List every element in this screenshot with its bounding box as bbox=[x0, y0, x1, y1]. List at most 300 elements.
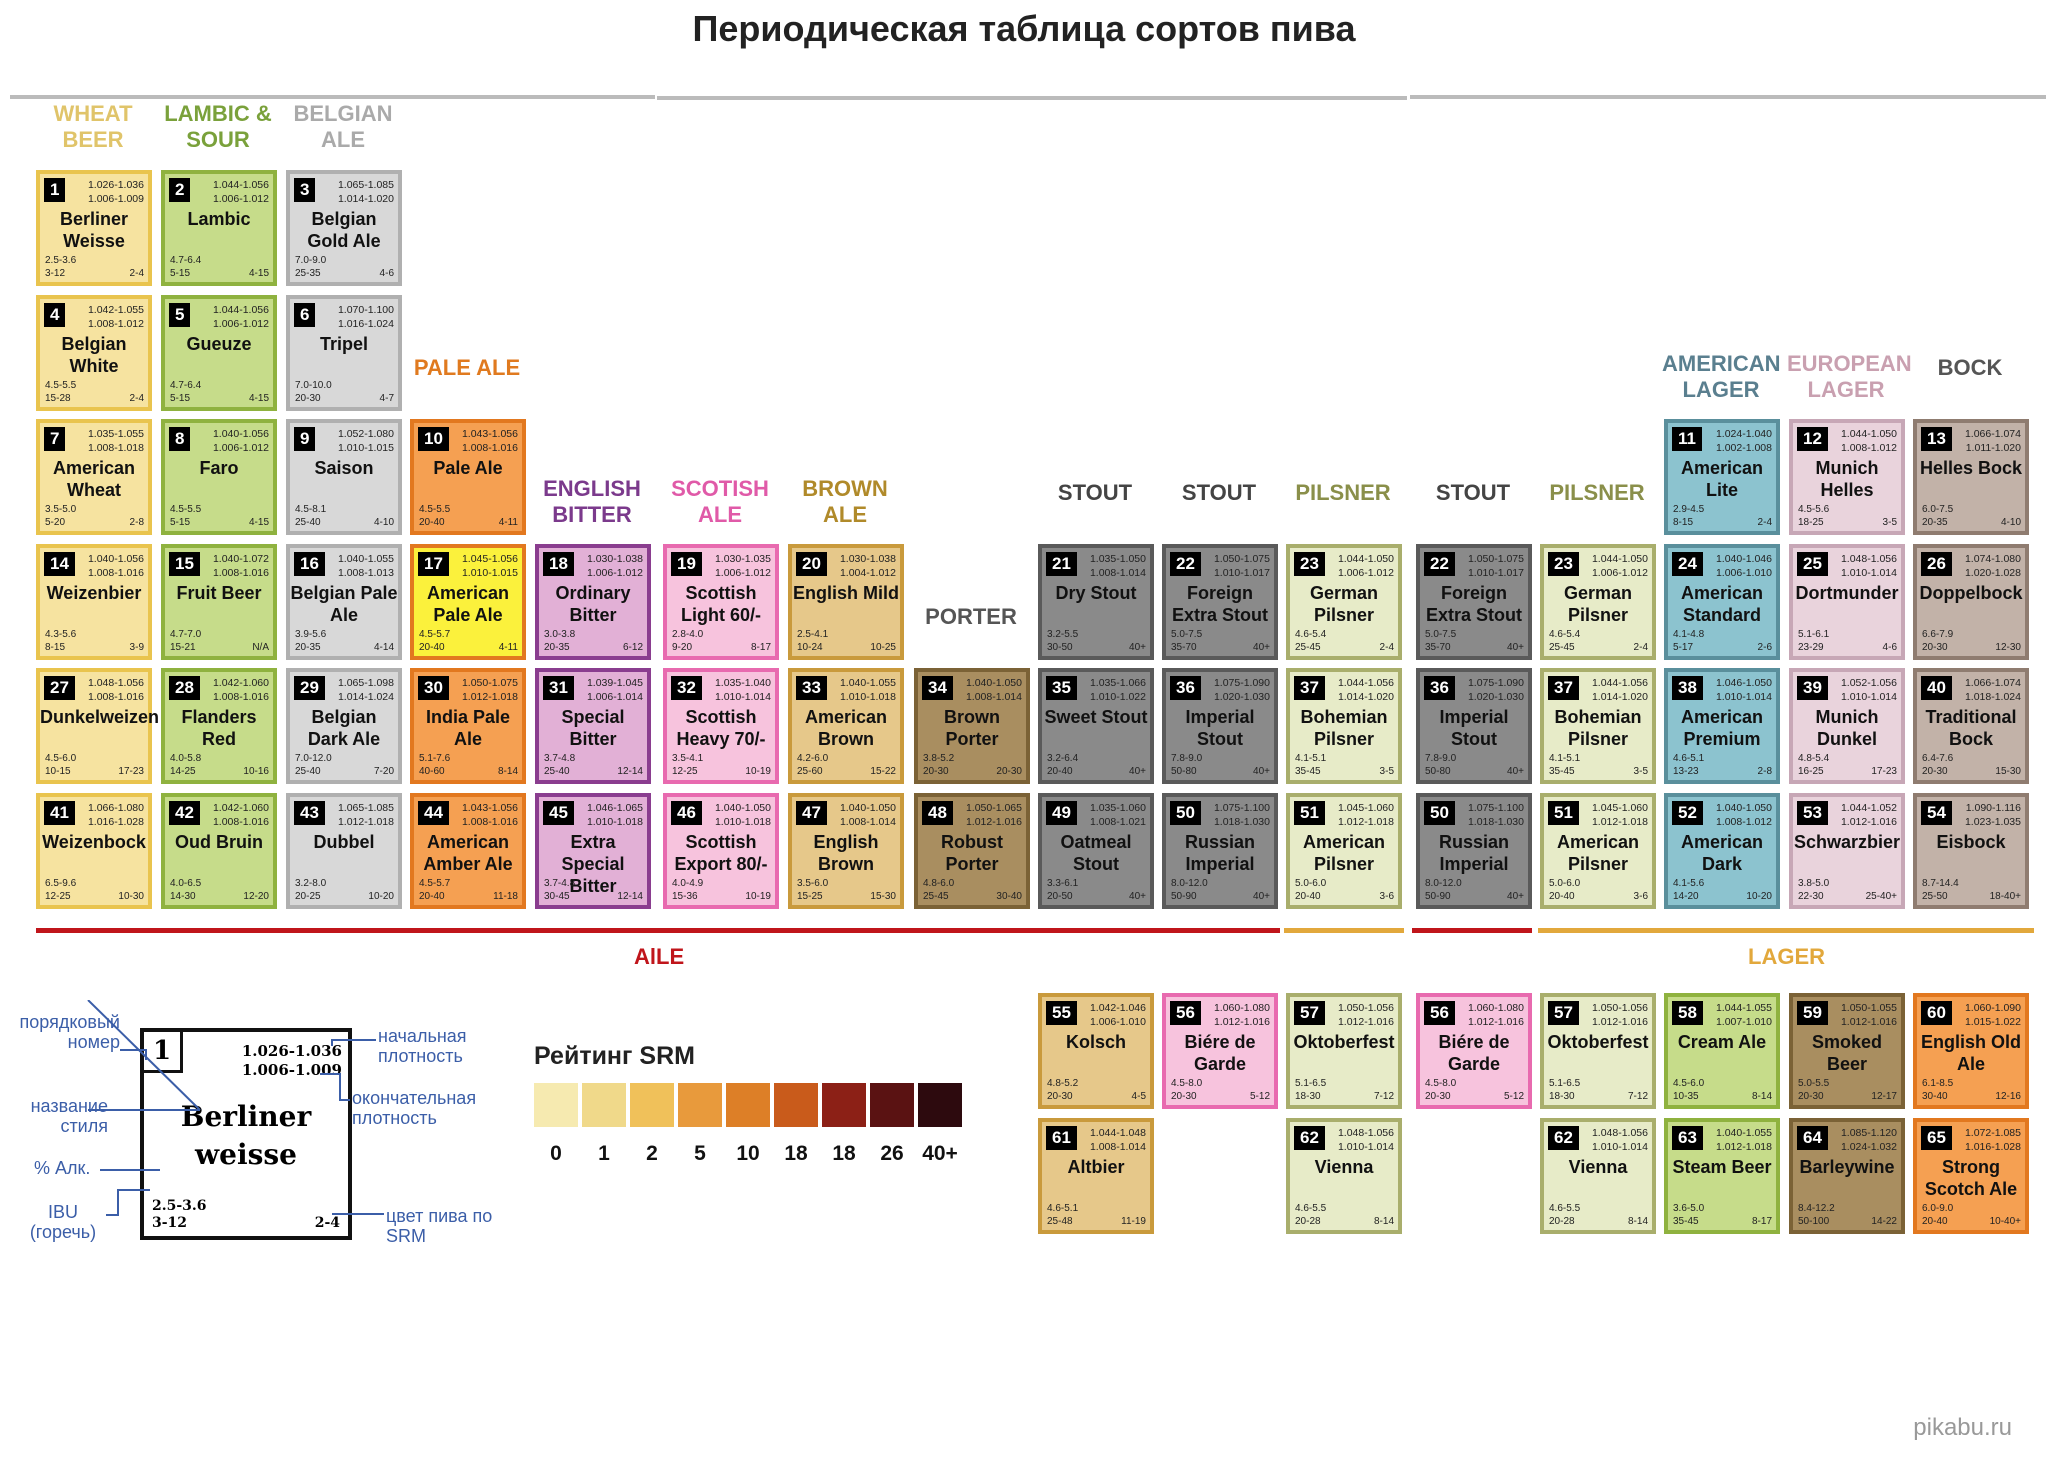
tile-number: 54 bbox=[1921, 801, 1952, 825]
beer-tile[interactable] bbox=[1789, 993, 1905, 1109]
final-gravity: 1.004-1.012 bbox=[839, 567, 896, 579]
final-gravity: 1.010-1.014 bbox=[1337, 1141, 1394, 1153]
ibu-bitterness: 20-40 bbox=[1047, 766, 1073, 777]
ibu-bitterness: 50-90 bbox=[1425, 891, 1451, 902]
tile-number: 46 bbox=[671, 801, 702, 825]
beer-tile[interactable] bbox=[1913, 544, 2029, 660]
alcohol-percent: 3.2-8.0 bbox=[295, 878, 327, 889]
style-name: Dunkelweizen bbox=[40, 707, 160, 727]
style-name: Weizenbock bbox=[42, 832, 146, 852]
original-gravity: 1.060-1.080 bbox=[1467, 1002, 1524, 1014]
beer-tile[interactable] bbox=[1789, 1118, 1905, 1234]
beer-tile[interactable] bbox=[535, 793, 651, 909]
srm-color: 7-12 bbox=[1627, 1091, 1648, 1102]
tile-number: 13 bbox=[1921, 427, 1952, 451]
srm-color: 4-11 bbox=[498, 642, 518, 653]
beer-tile[interactable] bbox=[1664, 419, 1780, 535]
style-name: Scottish Light 60/- bbox=[681, 583, 761, 625]
beer-tile[interactable] bbox=[1789, 419, 1905, 535]
original-gravity: 1.050-1.055 bbox=[1840, 1002, 1897, 1014]
alcohol-percent: 3.7-4.8 bbox=[544, 753, 576, 764]
alcohol-percent: 3.5-5.0 bbox=[45, 504, 77, 515]
srm-color: 40+ bbox=[1253, 642, 1270, 653]
category-header: EUROPEAN LAGER bbox=[1787, 351, 1912, 402]
beer-tile[interactable] bbox=[663, 793, 779, 909]
srm-color: 7-20 bbox=[373, 766, 394, 777]
beer-tile[interactable] bbox=[286, 170, 402, 286]
tile-number: 61 bbox=[1046, 1126, 1077, 1150]
alcohol-percent: 8.0-12.0 bbox=[1171, 878, 1208, 889]
style-name: Foreign Extra Stout bbox=[1425, 583, 1522, 625]
alcohol-percent: 3.5-4.1 bbox=[672, 753, 704, 764]
style-name: Oatmeal Stout bbox=[1060, 832, 1132, 874]
tile-number: 26 bbox=[1921, 552, 1952, 576]
alcohol-percent: 8.4-12.2 bbox=[1798, 1203, 1835, 1214]
style-name: Vienna bbox=[1568, 1157, 1628, 1177]
category-header: PORTER bbox=[925, 604, 1017, 629]
beer-tile[interactable] bbox=[161, 668, 277, 784]
ibu-bitterness: 30-45 bbox=[544, 891, 570, 902]
srm-swatch bbox=[534, 1083, 578, 1127]
original-gravity: 1.050-1.056 bbox=[1591, 1002, 1648, 1014]
alcohol-percent: 5.0-7.5 bbox=[1425, 629, 1457, 640]
tile-number: 10 bbox=[418, 427, 449, 451]
ibu-bitterness: 13-23 bbox=[1673, 766, 1699, 777]
final-gravity: 1.006-1.012 bbox=[586, 567, 643, 579]
srm-color: 40+ bbox=[1507, 891, 1524, 902]
tile-number: 2 bbox=[169, 178, 190, 202]
final-gravity: 1.008-1.014 bbox=[965, 691, 1022, 703]
original-gravity: 1.048-1.056 bbox=[1840, 553, 1897, 565]
beer-tile[interactable] bbox=[1416, 793, 1532, 909]
beer-tile[interactable] bbox=[1286, 793, 1402, 909]
srm-color: 15-22 bbox=[870, 766, 896, 777]
tile-number: 51 bbox=[1294, 801, 1325, 825]
beer-tile[interactable] bbox=[1038, 793, 1154, 909]
srm-color: 40+ bbox=[1253, 766, 1270, 777]
beer-tile[interactable] bbox=[1416, 993, 1532, 1109]
alcohol-percent: 4.7-6.4 bbox=[170, 255, 202, 266]
beer-tile[interactable] bbox=[36, 544, 152, 660]
tile-number: 22 bbox=[1170, 552, 1201, 576]
beer-tile[interactable] bbox=[161, 419, 277, 535]
srm-color: 12-14 bbox=[617, 766, 643, 777]
legend-annotation-number: порядковый номер bbox=[19, 1012, 120, 1052]
legend-srm: 2-4 bbox=[314, 1215, 340, 1231]
beer-tile[interactable] bbox=[1286, 1118, 1402, 1234]
tile-number: 14 bbox=[44, 552, 75, 576]
final-gravity: 1.008-1.018 bbox=[87, 442, 144, 454]
srm-swatch bbox=[678, 1083, 722, 1127]
beer-tile[interactable] bbox=[410, 419, 526, 535]
alcohol-percent: 6.6-7.9 bbox=[1922, 629, 1954, 640]
tile-number: 21 bbox=[1046, 552, 1077, 576]
final-gravity: 1.008-1.016 bbox=[461, 816, 518, 828]
beer-tile[interactable] bbox=[663, 668, 779, 784]
srm-color: 10-20 bbox=[368, 891, 394, 902]
category-header: ENGLISH BITTER bbox=[543, 476, 641, 527]
beer-tile[interactable] bbox=[286, 544, 402, 660]
legend-annotation-srm: цвет пива по SRM bbox=[386, 1206, 493, 1246]
alcohol-percent: 2.5-3.6 bbox=[45, 255, 77, 266]
srm-label: 26 bbox=[880, 1142, 904, 1165]
srm-color: 4-10 bbox=[373, 517, 394, 528]
beer-tile[interactable] bbox=[36, 419, 152, 535]
final-gravity: 1.012-1.016 bbox=[1591, 1016, 1648, 1028]
beer-tile[interactable] bbox=[286, 668, 402, 784]
final-gravity: 1.016-1.024 bbox=[337, 318, 394, 330]
srm-color: 10-20 bbox=[1746, 891, 1772, 902]
ibu-bitterness: 20-30 bbox=[923, 766, 949, 777]
final-gravity: 1.006-1.012 bbox=[1591, 567, 1648, 579]
ibu-bitterness: 20-35 bbox=[1922, 517, 1948, 528]
final-gravity: 1.008-1.014 bbox=[1089, 567, 1146, 579]
tile-number: 63 bbox=[1672, 1126, 1703, 1150]
original-gravity: 1.044-1.050 bbox=[1591, 553, 1648, 565]
beer-tile[interactable] bbox=[1789, 544, 1905, 660]
beer-tile[interactable] bbox=[286, 295, 402, 411]
alcohol-percent: 6.0-9.0 bbox=[1922, 1203, 1954, 1214]
beer-tile[interactable] bbox=[1540, 1118, 1656, 1234]
beer-tile[interactable] bbox=[535, 668, 651, 784]
style-name: Biére de Garde bbox=[1184, 1032, 1256, 1074]
beer-tile[interactable] bbox=[1038, 668, 1154, 784]
alcohol-percent: 4.5-6.0 bbox=[45, 753, 77, 764]
ibu-bitterness: 15-28 bbox=[45, 393, 71, 404]
ibu-bitterness: 25-40 bbox=[544, 766, 570, 777]
beer-tile[interactable] bbox=[788, 793, 904, 909]
beer-tile[interactable] bbox=[36, 793, 152, 909]
style-name: Bohemian Pilsner bbox=[1300, 707, 1388, 749]
alcohol-percent: 5.0-6.0 bbox=[1549, 878, 1581, 889]
srm-color: 25-40+ bbox=[1865, 891, 1897, 902]
style-name: Ordinary Bitter bbox=[555, 583, 631, 625]
final-gravity: 1.006-1.012 bbox=[212, 318, 269, 330]
header-rule bbox=[10, 95, 655, 99]
style-name: Scottish Export 80/- bbox=[674, 832, 768, 874]
original-gravity: 1.040-1.050 bbox=[965, 677, 1022, 689]
tile-number: 27 bbox=[44, 676, 75, 700]
beer-tile[interactable] bbox=[788, 544, 904, 660]
style-name: Tripel bbox=[319, 334, 368, 354]
beer-tile[interactable] bbox=[1789, 793, 1905, 909]
tile-number: 45 bbox=[543, 801, 574, 825]
beer-tile[interactable] bbox=[1664, 668, 1780, 784]
srm-color: 12-17 bbox=[1871, 1091, 1897, 1102]
alcohol-percent: 4.5-5.5 bbox=[419, 504, 451, 515]
alcohol-percent: 5.0-5.5 bbox=[1798, 1078, 1830, 1089]
final-gravity: 1.010-1.022 bbox=[1089, 691, 1146, 703]
tile-number: 42 bbox=[169, 801, 200, 825]
alcohol-percent: 7.8-9.0 bbox=[1171, 753, 1203, 764]
final-gravity: 1.010-1.014 bbox=[1840, 567, 1897, 579]
final-gravity: 1.010-1.017 bbox=[1213, 567, 1270, 579]
original-gravity: 1.066-1.080 bbox=[87, 802, 144, 814]
beer-tile[interactable] bbox=[410, 668, 526, 784]
style-name: Saison bbox=[314, 458, 374, 478]
legend-annotation-name: название стиля bbox=[30, 1096, 108, 1136]
beer-tile[interactable] bbox=[410, 544, 526, 660]
alcohol-percent: 4.1-5.1 bbox=[1549, 753, 1581, 764]
style-name: Smoked Beer bbox=[1811, 1032, 1883, 1074]
final-gravity: 1.008-1.014 bbox=[839, 816, 896, 828]
alcohol-percent: 4.7-7.0 bbox=[170, 629, 202, 640]
header-rule bbox=[657, 96, 1407, 100]
tile-number: 5 bbox=[169, 303, 190, 327]
srm-color: 40+ bbox=[1253, 891, 1270, 902]
srm-color: 17-23 bbox=[118, 766, 144, 777]
tile-number: 12 bbox=[1797, 427, 1828, 451]
srm-color: 2-4 bbox=[1633, 642, 1648, 653]
style-name: Schwarzbier bbox=[1793, 832, 1901, 852]
srm-color: 4-15 bbox=[248, 393, 269, 404]
alcohol-percent: 5.0-6.0 bbox=[1295, 878, 1327, 889]
ibu-bitterness: 35-45 bbox=[1549, 766, 1575, 777]
beer-tile[interactable] bbox=[1540, 793, 1656, 909]
tile-number: 25 bbox=[1797, 552, 1828, 576]
beer-tile[interactable] bbox=[1664, 544, 1780, 660]
original-gravity: 1.045-1.056 bbox=[461, 553, 518, 565]
beer-tile[interactable] bbox=[161, 793, 277, 909]
legend-abv: 2.5-3.6 bbox=[152, 1198, 207, 1214]
alcohol-percent: 3.8-5.0 bbox=[1798, 878, 1830, 889]
beer-tile[interactable] bbox=[36, 668, 160, 784]
ibu-bitterness: 8-15 bbox=[1673, 517, 1694, 528]
final-gravity: 1.008-1.012 bbox=[1840, 442, 1897, 454]
srm-label: 10 bbox=[736, 1142, 760, 1165]
ibu-bitterness: 14-20 bbox=[1673, 891, 1699, 902]
beer-tile[interactable] bbox=[1286, 668, 1402, 784]
beer-tile[interactable] bbox=[1540, 544, 1656, 660]
beer-tile[interactable] bbox=[535, 544, 651, 660]
beer-tile[interactable] bbox=[286, 419, 402, 535]
tile-number: 8 bbox=[169, 427, 190, 451]
final-gravity: 1.012-1.018 bbox=[1715, 1141, 1772, 1153]
tile-number: 50 bbox=[1424, 801, 1455, 825]
beer-tile[interactable] bbox=[1664, 993, 1780, 1109]
style-name: Vienna bbox=[1314, 1157, 1374, 1177]
srm-color: 4-7 bbox=[379, 393, 394, 404]
category-header: STOUT bbox=[1181, 480, 1257, 505]
final-gravity: 1.012-1.018 bbox=[461, 691, 518, 703]
pilsner-group-bar bbox=[1284, 928, 1404, 933]
tile-number: 57 bbox=[1548, 1001, 1579, 1025]
tile-number: 59 bbox=[1797, 1001, 1828, 1025]
ibu-bitterness: 20-30 bbox=[1922, 766, 1948, 777]
original-gravity: 1.030-1.038 bbox=[586, 553, 643, 565]
beer-tile[interactable] bbox=[1664, 1118, 1780, 1234]
final-gravity: 1.006-1.012 bbox=[1337, 567, 1394, 579]
original-gravity: 1.090-1.116 bbox=[1965, 802, 2021, 814]
beer-tile[interactable] bbox=[1038, 993, 1154, 1109]
ale-group-bar bbox=[1412, 928, 1532, 933]
original-gravity: 1.060-1.090 bbox=[1964, 1002, 2021, 1014]
original-gravity: 1.040-1.050 bbox=[839, 802, 896, 814]
tile-number: 40 bbox=[1921, 676, 1952, 700]
final-gravity: 1.012-1.016 bbox=[965, 816, 1022, 828]
beer-tile[interactable] bbox=[1913, 419, 2029, 535]
srm-color: 5-12 bbox=[1503, 1091, 1524, 1102]
original-gravity: 1.042-1.060 bbox=[212, 677, 269, 689]
beer-tile[interactable] bbox=[410, 793, 526, 909]
tile-number: 47 bbox=[796, 801, 827, 825]
style-name: American Pilsner bbox=[1302, 832, 1386, 874]
final-gravity: 1.012-1.016 bbox=[1840, 816, 1897, 828]
alcohol-percent: 4.6-5.1 bbox=[1047, 1203, 1079, 1214]
beer-tile[interactable] bbox=[1416, 544, 1532, 660]
style-name: Russian Imperial bbox=[1184, 832, 1256, 874]
beer-tile[interactable] bbox=[914, 668, 1030, 784]
ibu-bitterness: 22-30 bbox=[1798, 891, 1824, 902]
style-name: American Lite bbox=[1680, 458, 1764, 500]
alcohol-percent: 2.5-4.1 bbox=[797, 629, 829, 640]
srm-color: 10-16 bbox=[243, 766, 269, 777]
original-gravity: 1.024-1.040 bbox=[1715, 428, 1772, 440]
beer-tile[interactable] bbox=[1416, 668, 1532, 784]
style-name: Special Bitter bbox=[561, 707, 625, 749]
ibu-bitterness: 50-90 bbox=[1171, 891, 1197, 902]
beer-tile[interactable] bbox=[1162, 793, 1278, 909]
srm-color: 4-6 bbox=[379, 268, 394, 279]
style-name: Gueuze bbox=[186, 334, 252, 354]
final-gravity: 1.012-1.016 bbox=[1467, 1016, 1524, 1028]
ibu-bitterness: 8-15 bbox=[45, 642, 66, 653]
original-gravity: 1.030-1.035 bbox=[714, 553, 771, 565]
tile-number: 53 bbox=[1797, 801, 1828, 825]
alcohol-percent: 4.5-5.6 bbox=[1798, 504, 1830, 515]
final-gravity: 1.012-1.016 bbox=[1213, 1016, 1270, 1028]
style-name: Faro bbox=[199, 458, 239, 478]
srm-color: 4-11 bbox=[498, 517, 518, 528]
style-name: Belgian Pale Ale bbox=[290, 583, 398, 625]
style-name: Fruit Beer bbox=[176, 583, 262, 603]
original-gravity: 1.075-1.100 bbox=[1467, 802, 1524, 814]
beer-tile[interactable] bbox=[1286, 993, 1402, 1109]
tile-number: 23 bbox=[1294, 552, 1325, 576]
beer-tile[interactable] bbox=[1162, 993, 1278, 1109]
beer-tile[interactable] bbox=[1913, 668, 2029, 784]
beer-tile[interactable] bbox=[1789, 668, 1905, 784]
alcohol-percent: 3.9-5.6 bbox=[295, 629, 327, 640]
final-gravity: 1.012-1.018 bbox=[1337, 816, 1394, 828]
original-gravity: 1.050-1.056 bbox=[1337, 1002, 1394, 1014]
ibu-bitterness: 20-40 bbox=[1549, 891, 1575, 902]
tile-number: 62 bbox=[1548, 1126, 1579, 1150]
alcohol-percent: 3.0-3.8 bbox=[544, 629, 576, 640]
style-name: German Pilsner bbox=[1309, 583, 1379, 625]
srm-swatch bbox=[870, 1083, 914, 1127]
srm-color: 30-40 bbox=[996, 891, 1022, 902]
beer-tile[interactable] bbox=[1664, 793, 1780, 909]
original-gravity: 1.065-1.085 bbox=[337, 802, 394, 814]
beer-tile[interactable] bbox=[161, 295, 277, 411]
srm-swatch bbox=[726, 1083, 770, 1127]
beer-tile[interactable] bbox=[1286, 544, 1402, 660]
category-header: PILSNER bbox=[1549, 480, 1645, 505]
beer-tile[interactable] bbox=[1038, 544, 1154, 660]
ibu-bitterness: 5-17 bbox=[1673, 642, 1694, 653]
ibu-bitterness: 14-30 bbox=[170, 891, 196, 902]
srm-color: 4-10 bbox=[2000, 517, 2021, 528]
original-gravity: 1.085-1.120 bbox=[1840, 1127, 1897, 1139]
legend-number: 1 bbox=[144, 1032, 183, 1073]
final-gravity: 1.018-1.030 bbox=[1213, 816, 1270, 828]
alcohol-percent: 3.2-6.4 bbox=[1047, 753, 1079, 764]
beer-tile[interactable] bbox=[1162, 544, 1278, 660]
watermark: pikabu.ru bbox=[1913, 1414, 2012, 1441]
srm-color: 2-4 bbox=[1757, 517, 1772, 528]
final-gravity: 1.010-1.014 bbox=[714, 691, 771, 703]
original-gravity: 1.044-1.052 bbox=[1840, 802, 1897, 814]
beer-tile[interactable] bbox=[1540, 668, 1656, 784]
ibu-bitterness: 15-25 bbox=[797, 891, 823, 902]
beer-tile[interactable] bbox=[788, 668, 904, 784]
beer-tile[interactable] bbox=[36, 295, 152, 411]
final-gravity: 1.012-1.018 bbox=[1591, 816, 1648, 828]
tile-number: 55 bbox=[1046, 1001, 1077, 1025]
beer-tile[interactable] bbox=[1913, 993, 2029, 1109]
original-gravity: 1.045-1.060 bbox=[1337, 802, 1394, 814]
style-name: German Pilsner bbox=[1563, 583, 1633, 625]
style-name: Sweet Stout bbox=[1044, 707, 1148, 727]
beer-tile[interactable] bbox=[161, 544, 277, 660]
original-gravity: 1.042-1.046 bbox=[1089, 1002, 1146, 1014]
original-gravity: 1.040-1.055 bbox=[839, 677, 896, 689]
tile-number: 20 bbox=[796, 552, 827, 576]
beer-tile[interactable] bbox=[1913, 1118, 2029, 1234]
final-gravity: 1.016-1.028 bbox=[1964, 1141, 2021, 1153]
srm-swatch bbox=[774, 1083, 818, 1127]
beer-tile[interactable] bbox=[1540, 993, 1656, 1109]
srm-label: 0 bbox=[550, 1142, 562, 1165]
srm-color: 8-14 bbox=[1373, 1216, 1394, 1227]
legend-annotation-og: начальная плотность bbox=[378, 1026, 467, 1066]
ibu-bitterness: 25-45 bbox=[923, 891, 949, 902]
final-gravity: 1.023-1.035 bbox=[1964, 816, 2021, 828]
original-gravity: 1.026-1.036 bbox=[87, 179, 144, 191]
tile-number: 22 bbox=[1424, 552, 1455, 576]
beer-tile[interactable] bbox=[1038, 1118, 1154, 1234]
alcohol-percent: 4.5-5.7 bbox=[419, 629, 451, 640]
style-name: American Brown bbox=[804, 707, 888, 749]
tile-number: 51 bbox=[1548, 801, 1579, 825]
final-gravity: 1.015-1.022 bbox=[1964, 1016, 2021, 1028]
beer-tile[interactable] bbox=[36, 170, 152, 286]
tile-number: 17 bbox=[418, 552, 449, 576]
beer-tile[interactable] bbox=[914, 793, 1030, 909]
beer-tile[interactable] bbox=[1162, 668, 1278, 784]
srm-color: 2-4 bbox=[1379, 642, 1394, 653]
beer-tile[interactable] bbox=[1913, 793, 2029, 909]
legend-ibu: 3-12 bbox=[152, 1215, 188, 1231]
alcohol-percent: 4.5-5.5 bbox=[170, 504, 202, 515]
tile-number: 36 bbox=[1170, 676, 1201, 700]
beer-tile[interactable] bbox=[161, 170, 277, 286]
tile-number: 56 bbox=[1170, 1001, 1201, 1025]
beer-tile[interactable] bbox=[663, 544, 779, 660]
tile-number: 39 bbox=[1797, 676, 1828, 700]
final-gravity: 1.006-1.012 bbox=[212, 193, 269, 205]
srm-color: 6-12 bbox=[622, 642, 643, 653]
original-gravity: 1.075-1.090 bbox=[1467, 677, 1524, 689]
beer-tile[interactable] bbox=[286, 793, 402, 909]
original-gravity: 1.040-1.055 bbox=[337, 553, 394, 565]
original-gravity: 1.044-1.056 bbox=[1591, 677, 1648, 689]
final-gravity: 1.014-1.020 bbox=[337, 193, 394, 205]
ibu-bitterness: 12-25 bbox=[672, 766, 698, 777]
style-name: India Pale Ale bbox=[425, 707, 511, 749]
alcohol-percent: 4.8-5.4 bbox=[1798, 753, 1830, 764]
